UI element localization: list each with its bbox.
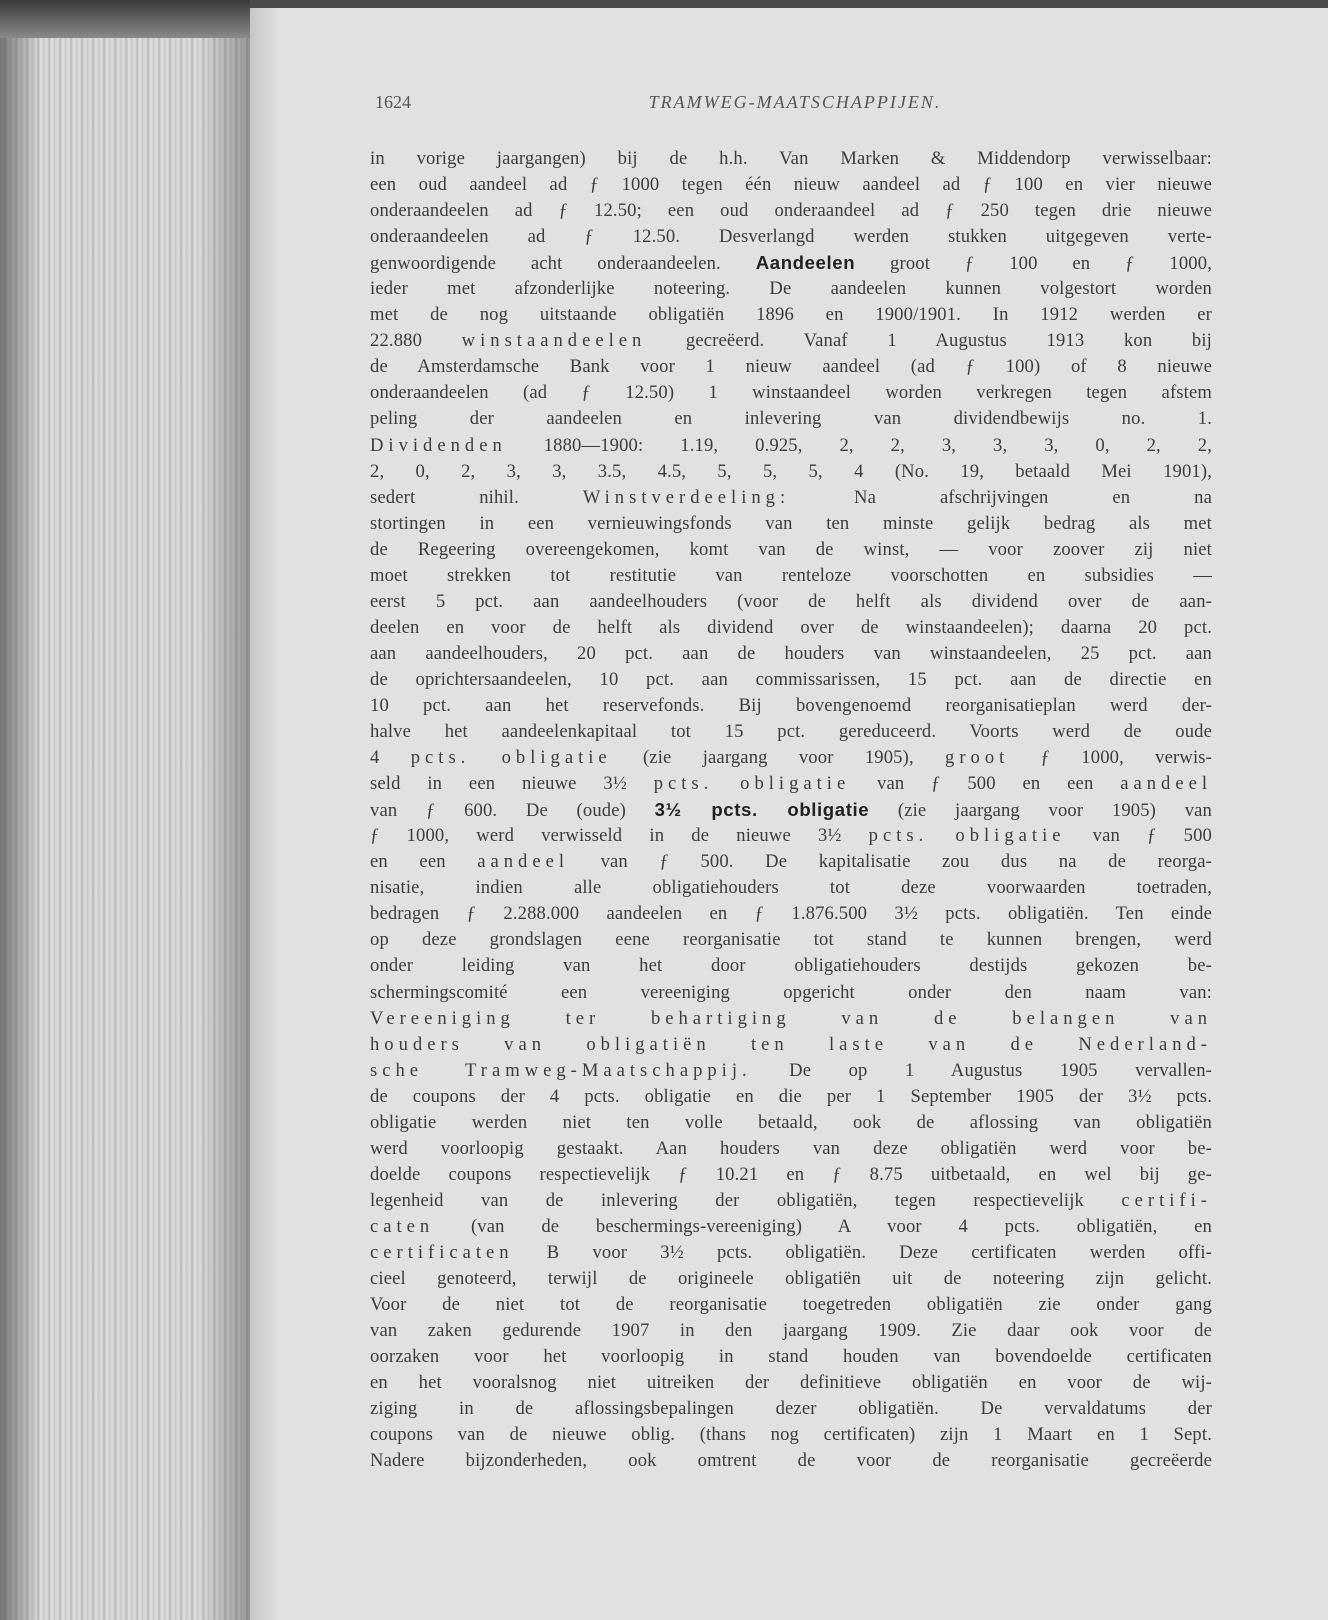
spaced-term: pcts. xyxy=(868,825,929,847)
text-line xyxy=(370,406,1212,432)
text-segment: bedragen ƒ 2.288.000 aandeelen en ƒ 1.876.500 3½ pcts. obligatiën. Ten einde xyxy=(370,903,1212,925)
page-number: 1624 xyxy=(375,92,411,112)
text-line xyxy=(370,1006,1212,1032)
text-segment: onderaandeelen ad ƒ 12.50. Desverlangd werden stukken uitgegeven verte- xyxy=(370,226,1212,248)
text-line xyxy=(370,1344,1212,1370)
text-segment: gecreëerd. Vanaf 1 Augustus 1913 kon bij xyxy=(646,330,1212,352)
text-segment: eerst 5 pct. aan aandeelhouders (voor de helft als dividend over de aan- xyxy=(370,590,1212,612)
text-segment: genwoordigende acht onderaandeelen. xyxy=(370,253,756,275)
text-line xyxy=(370,1214,1212,1240)
text-segment: doelde coupons respectievelijk ƒ 10.21 en ƒ 8.75 uitbetaald, en wel bij ge- xyxy=(370,1163,1212,1185)
text-line xyxy=(370,719,1212,745)
text-line xyxy=(370,771,1212,797)
text-segment: 22.880 xyxy=(370,330,462,352)
text-segment: onderaandeelen (ad ƒ 12.50) 1 winstaandeel worden verkregen tegen afstem xyxy=(370,382,1212,404)
spaced-term: Dividenden xyxy=(370,434,507,456)
text-segment: (zie jaargang voor 1905) van xyxy=(869,800,1212,822)
text-segment: 10 pct. aan het reservefonds. Bij bovengenoemd reorganisatieplan werd der- xyxy=(370,694,1212,716)
body-text xyxy=(370,146,1212,1474)
text-segment: van ƒ 500 xyxy=(1065,825,1212,847)
text-line xyxy=(370,537,1212,563)
spaced-term: obligatie xyxy=(501,747,612,769)
text-line xyxy=(370,1058,1212,1084)
text-segment: ƒ 1000, werd verwisseld in de nieuwe 3½ xyxy=(370,825,869,847)
text-line xyxy=(370,485,1212,511)
page-header xyxy=(375,92,1215,118)
text-line xyxy=(370,823,1212,849)
text-segment xyxy=(713,773,740,794)
text-segment: aan aandeelhouders, 20 pct. aan de houders van winstaandeelen, 25 pct. aan xyxy=(370,642,1212,664)
text-segment: deelen en voor de helft als dividend over de winstaandeelen); daarna 20 pct. xyxy=(370,616,1212,638)
text-line xyxy=(370,172,1212,198)
text-segment: ƒ 1000, verwis- xyxy=(1009,747,1212,769)
text-line xyxy=(370,459,1212,485)
text-line xyxy=(370,1162,1212,1188)
text-segment: van ƒ 600. De (oude) xyxy=(370,800,655,822)
text-segment: van ƒ 500 en een xyxy=(850,773,1121,795)
spaced-term: caten xyxy=(370,1215,435,1237)
spaced-term: obligatie xyxy=(955,825,1066,847)
text-line xyxy=(370,693,1212,719)
text-segment: op deze grondslagen eene reorganisatie tot stand te kunnen brengen, werd xyxy=(370,929,1212,951)
text-segment: een oud aandeel ad ƒ 1000 tegen één nieuw aandeel ad ƒ 100 en vier nieuwe xyxy=(370,174,1212,196)
spaced-term: groot xyxy=(945,747,1010,769)
text-segment: sedert nihil. xyxy=(370,486,583,508)
text-line xyxy=(370,615,1212,641)
text-line xyxy=(370,146,1212,172)
spaced-term: sche Tramweg-Maatschappij. xyxy=(370,1059,752,1081)
text-segment: 1880—1900: 1.19, 0.925, 2, 2, 3, 3, 3, 0, 2, 2, xyxy=(506,434,1212,456)
text-line xyxy=(370,980,1212,1006)
text-line xyxy=(370,849,1212,875)
text-line xyxy=(370,563,1212,589)
spaced-term: Winstverdeeling: xyxy=(582,486,791,508)
text-segment: seld in een nieuwe 3½ xyxy=(370,773,654,795)
text-segment: B voor 3½ pcts. obligatiën. Deze certificaten werden offi- xyxy=(513,1241,1212,1263)
text-segment: (zie jaargang voor 1905), xyxy=(611,747,946,769)
text-segment: stortingen in een vernieuwingsfonds van ten minste gelijk bedrag als met xyxy=(370,512,1212,534)
text-line xyxy=(370,198,1212,224)
text-line xyxy=(370,250,1212,276)
text-segment: oorzaken voor het voorloopig in stand houden van bovendoelde certificaten xyxy=(370,1346,1212,1368)
text-line xyxy=(370,1266,1212,1292)
book-top-edge xyxy=(0,0,250,38)
text-segment: legenheid van de inlevering der obligatiën, tegen respectievelijk xyxy=(370,1189,1122,1211)
text-segment: de oprichtersaandeelen, 10 pct. aan commissarissen, 15 pct. aan de directie en xyxy=(370,668,1212,690)
spaced-term: obligatie xyxy=(740,773,851,795)
text-segment: coupons van de nieuwe oblig. (thans nog certificaten) zijn 1 Maart en 1 Sept. xyxy=(370,1424,1212,1446)
text-line xyxy=(370,224,1212,250)
spaced-term: certifi- xyxy=(1121,1189,1212,1211)
text-segment: 4 xyxy=(370,747,411,769)
running-head: TRAMWEG-MAATSCHAPPIJEN. xyxy=(648,92,942,112)
text-line xyxy=(370,1318,1212,1344)
text-line xyxy=(370,797,1212,823)
text-segment: cieel genoteerd, terwijl de origineele obligatiën uit de noteering zijn gelicht. xyxy=(370,1268,1212,1290)
text-segment: en het vooralsnog niet uitreiken der definitieve obligatiën en voor de wij- xyxy=(370,1372,1212,1394)
bold-term: 3½ pcts. obligatie xyxy=(654,799,870,821)
text-line xyxy=(370,380,1212,406)
spaced-term: winstaandeelen xyxy=(461,330,647,352)
text-segment: Na afschrijvingen en na xyxy=(790,486,1212,508)
text-line xyxy=(370,354,1212,380)
text-line xyxy=(370,302,1212,328)
text-segment: groot ƒ 100 en ƒ 1000, xyxy=(855,253,1212,275)
text-segment: en een xyxy=(370,851,478,873)
text-line xyxy=(370,901,1212,927)
text-line xyxy=(370,927,1212,953)
text-segment: onderaandeelen ad ƒ 12.50; een oud onderaandeel ad ƒ 250 tegen drie nieuwe xyxy=(370,200,1212,222)
text-segment: De op 1 Augustus 1905 vervallen- xyxy=(751,1059,1212,1081)
text-segment: van zaken gedurende 1907 in den jaargang 1909. Zie daar ook voor de xyxy=(370,1320,1212,1342)
text-line xyxy=(370,953,1212,979)
text-segment: schermingscomité een vereeniging opgericht onder den naam van: xyxy=(370,981,1212,1003)
bold-term: Aandeelen xyxy=(755,252,856,274)
spaced-term: aandeel xyxy=(477,851,570,873)
text-line xyxy=(370,1240,1212,1266)
text-line xyxy=(370,1032,1212,1058)
text-segment: peling der aandeelen en inlevering van dividendbewijs no. 1. xyxy=(370,408,1212,430)
text-line xyxy=(370,276,1212,302)
text-line xyxy=(370,1292,1212,1318)
text-line xyxy=(370,875,1212,901)
text-segment: onder leiding van het door obligatiehouders destijds gekozen be- xyxy=(370,955,1212,977)
text-line xyxy=(370,1110,1212,1136)
text-line xyxy=(370,589,1212,615)
text-segment xyxy=(470,747,501,768)
text-segment: halve het aandeelenkapitaal tot 15 pct. gereduceerd. Voorts werd de oude xyxy=(370,721,1212,743)
text-segment: in vorige jaargangen) bij de h.h. Van Marken & Middendorp verwisselbaar: xyxy=(370,148,1212,169)
text-line xyxy=(370,1136,1212,1162)
text-line xyxy=(370,745,1212,771)
text-line xyxy=(370,641,1212,667)
text-line xyxy=(370,667,1212,693)
text-segment: obligatie werden niet ten volle betaald, ook de aflossing van obligatiën xyxy=(370,1111,1212,1133)
text-segment: de coupons der 4 pcts. obligatie en die per 1 September 1905 der 3½ pcts. xyxy=(370,1085,1212,1107)
spine-shadow xyxy=(0,0,250,1620)
text-line xyxy=(370,328,1212,354)
text-line xyxy=(370,1188,1212,1214)
text-segment: Voor de niet tot de reorganisatie toegetreden obligatiën zie onder gang xyxy=(370,1294,1212,1316)
text-segment: nisatie, indien alle obligatiehouders tot deze voorwaarden toetraden, xyxy=(370,877,1212,899)
text-segment xyxy=(928,825,955,846)
spaced-term: houders van obligatiën ten laste van de Nederland- xyxy=(370,1033,1212,1055)
text-segment: werd voorloopig gestaakt. Aan houders van deze obligatiën werd voor be- xyxy=(370,1137,1212,1159)
text-line xyxy=(370,511,1212,537)
text-segment: (van de beschermings-vereeniging) A voor 4 pcts. obligatiën, en xyxy=(434,1215,1212,1237)
text-segment: Nadere bijzonderheden, ook omtrent de voor de reorganisatie gecreëerde xyxy=(370,1450,1212,1472)
spaced-term: aandeel xyxy=(1120,773,1212,795)
text-line xyxy=(370,1084,1212,1110)
spaced-term: pcts. xyxy=(653,773,714,795)
spaced-term: pcts. xyxy=(410,747,471,769)
text-segment: van ƒ 500. De kapitalisatie zou dus na de reorga- xyxy=(569,851,1212,873)
text-segment: 2, 0, 2, 3, 3, 3.5, 4.5, 5, 5, 5, 4 (No. 19, betaald Mei 1901), xyxy=(370,460,1212,482)
text-line xyxy=(370,1396,1212,1422)
spaced-term: certificaten xyxy=(370,1241,514,1263)
text-line xyxy=(370,1422,1212,1448)
text-segment: de Regeering overeengekomen, komt van de winst, — voor zoover zij niet xyxy=(370,538,1212,560)
text-segment: moet strekken tot restitutie van renteloze voorschotten en subsidies — xyxy=(370,564,1212,586)
text-segment: ziging in de aflossingsbepalingen dezer obligatiën. De vervaldatums der xyxy=(370,1398,1212,1420)
text-segment: ieder met afzonderlijke noteering. De aandeelen kunnen volgestort worden xyxy=(370,278,1212,300)
text-segment: met de nog uitstaande obligatiën 1896 en 1900/1901. In 1912 werden er xyxy=(370,304,1212,326)
text-line xyxy=(370,433,1212,459)
text-line xyxy=(370,1448,1212,1474)
spaced-term: Vereeniging ter behartiging van de belangen van xyxy=(370,1007,1212,1029)
text-segment: de Amsterdamsche Bank voor 1 nieuw aandeel (ad ƒ 100) of 8 nieuwe xyxy=(370,356,1212,378)
text-line xyxy=(370,1370,1212,1396)
